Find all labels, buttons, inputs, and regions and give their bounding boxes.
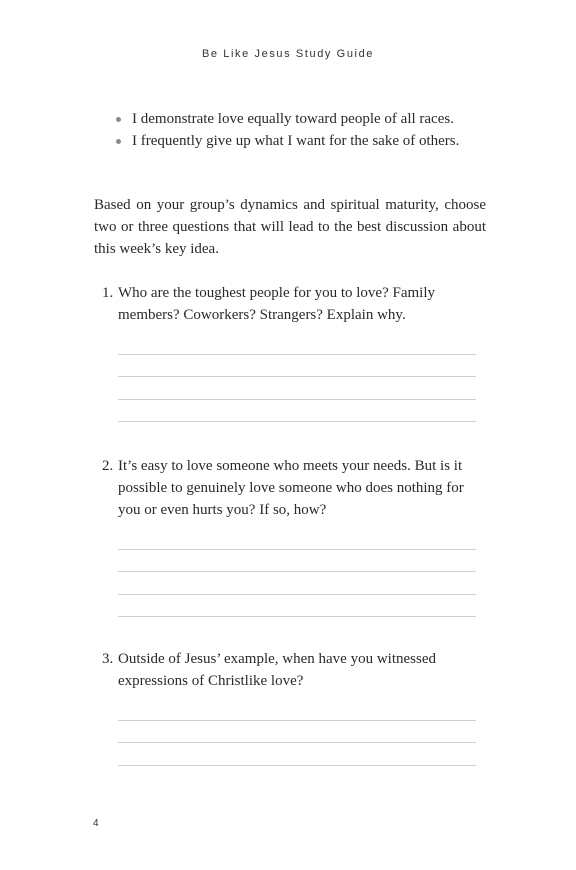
question-2 bbox=[96, 455, 486, 617]
running-header: Be Like Jesus Study Guide bbox=[201, 48, 375, 60]
question-text bbox=[96, 282, 486, 326]
question-prompt: Who are the toughest people for you to love? Family members? Coworkers? Strangers? Explain why. bbox=[118, 285, 435, 323]
question-number: 3. bbox=[102, 651, 114, 667]
question-text bbox=[96, 455, 486, 521]
answer-line[interactable] bbox=[118, 332, 476, 355]
bullet-text: I frequently give up what I want for the sake of others. bbox=[132, 133, 460, 149]
question-prompt: It’s easy to love someone who meets your needs. But is it possible to genuinely love someone who does nothing for you or even hurts you? If so, how? bbox=[118, 458, 464, 518]
intro-paragraph: Based on your group’s dynamics and spiritual maturity, choose two or three questions that will lead to the best discussion about this week’s key idea. bbox=[94, 197, 486, 257]
answer-line[interactable] bbox=[118, 743, 476, 766]
answer-line[interactable] bbox=[118, 377, 476, 400]
question-prompt: Outside of Jesus’ example, when have you witnessed expressions of Christlike love? bbox=[118, 651, 436, 689]
answer-line[interactable] bbox=[118, 400, 476, 423]
answer-lines[interactable] bbox=[118, 698, 476, 766]
question-3 bbox=[96, 648, 486, 766]
answer-line[interactable] bbox=[118, 527, 476, 550]
page-number: 4 bbox=[93, 818, 99, 829]
question-text bbox=[96, 648, 486, 692]
answer-line[interactable] bbox=[118, 721, 476, 744]
question-1 bbox=[96, 282, 486, 422]
answer-line[interactable] bbox=[118, 698, 476, 721]
answer-line[interactable] bbox=[118, 572, 476, 595]
bullet-text: I demonstrate love equally toward people of all races. bbox=[132, 111, 454, 127]
answer-lines[interactable] bbox=[118, 332, 476, 422]
answer-line[interactable] bbox=[118, 355, 476, 378]
bullet-icon bbox=[116, 139, 121, 144]
answer-line[interactable] bbox=[118, 550, 476, 573]
answer-line[interactable] bbox=[118, 595, 476, 618]
question-number: 1. bbox=[102, 285, 114, 301]
bullet-item bbox=[112, 108, 482, 130]
answer-lines[interactable] bbox=[118, 527, 476, 617]
bullet-icon bbox=[116, 117, 121, 122]
question-number: 2. bbox=[102, 458, 114, 474]
bullet-list bbox=[112, 108, 482, 152]
bullet-item bbox=[112, 130, 482, 152]
